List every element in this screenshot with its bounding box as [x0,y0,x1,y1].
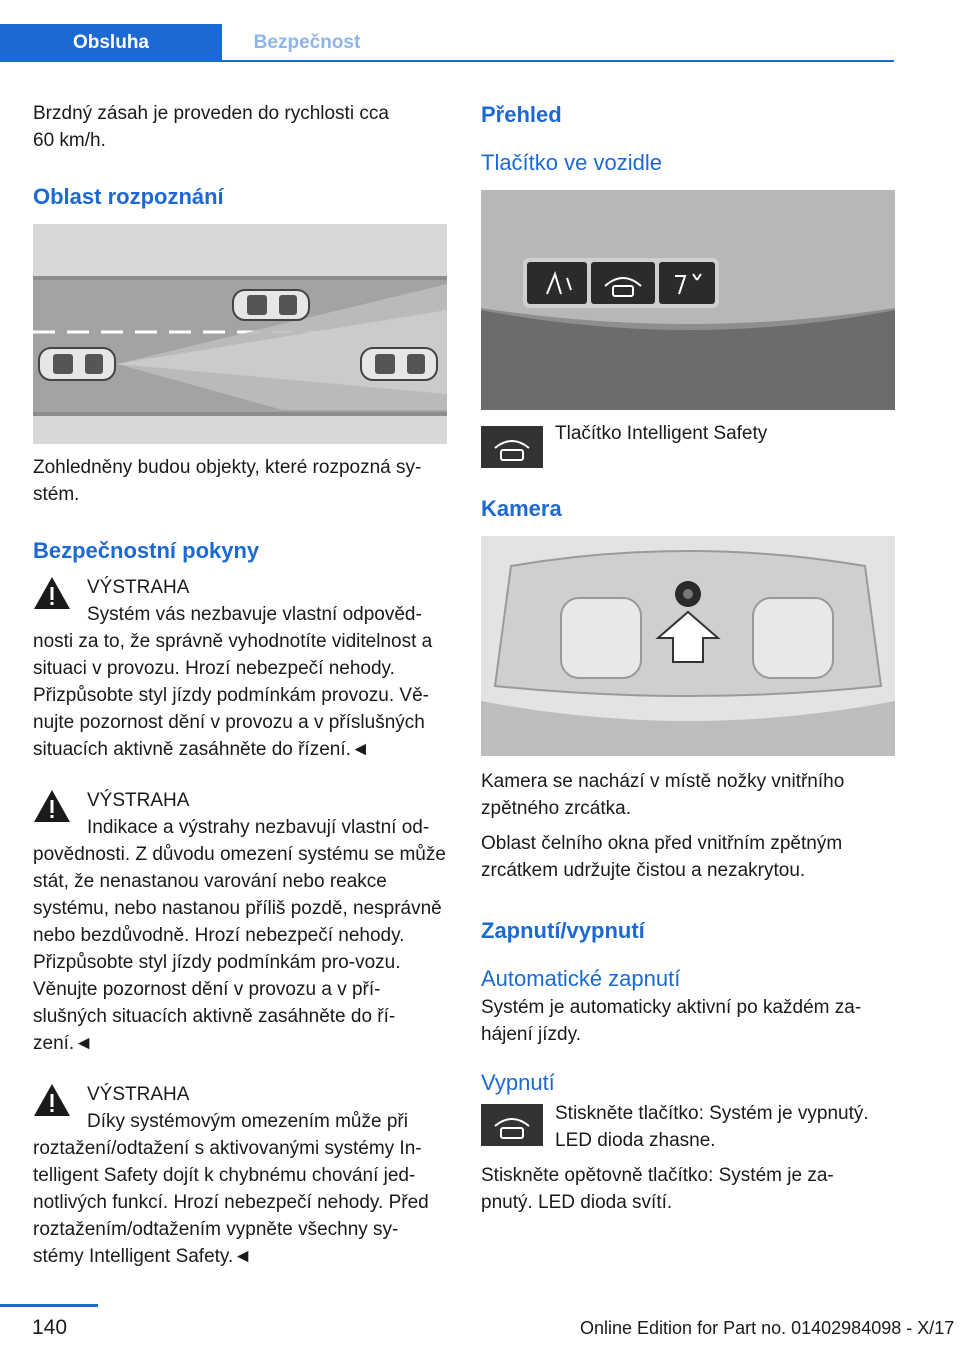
tab-bezpecnost[interactable]: Bezpečnost [253,32,361,53]
intelligent-safety-button-icon [481,1104,543,1146]
heading-overview: Přehled [481,102,562,127]
warning-triangle-icon [33,576,71,610]
heading-camera: Kamera [481,496,562,521]
warning-text: Indikace a výstrahy nezbavují vlastní od‐povědnosti. Z důvodu omezení systému se může stát, že nenastanou varování nebo reakce systému, nebo nastanou příliš pozdě, nesprávně nebo bezdůvodně. Hrozí nebezpečí nehody. Přizpůsobte styl jízdy podmínkám pro‐vozu. Věnujte pozornost dění v provozu a v pří‐slušných situacích aktivně zasáhněte do ří‐zení.◄ [33,817,446,1054]
edition-text: Online Edition for Part no. 01402984098 - X/17 [580,1318,955,1338]
warning-text: Díky systémovým omezením může při roztažení/odtažení s aktivovanými systémy In‐telligent Safety dojít k chybnému chování jed‐notlivých funkcí. Hrozí nebezpečí nehody. Před roztažením/odtažením vypněte všechny sy‐stémy Intelligent Safety.◄ [33,1111,429,1267]
warning-title: VÝSTRAHA [87,790,190,811]
detection-caption: Zohledněny budou objekty, které rozpozná sy‐stém. [33,457,422,505]
car-ahead-icon [481,1104,543,1146]
left-column [33,100,447,1270]
footer-rule [0,1304,98,1307]
windshield-camera-illustration [481,536,895,756]
auto-on-text: Systém je automaticky aktivní po každém za‐hájení jízdy. [481,997,862,1045]
heading-off: Vypnutí [481,1070,555,1095]
warning-triangle-icon [33,1083,71,1117]
right-column [481,100,895,1216]
on-again-text: Stiskněte opětovně tlačítko: Systém je za‐pnutý. LED dioda svítí. [481,1165,834,1213]
camera-photo [481,536,895,756]
heading-auto-on: Automatické zapnutí [481,966,681,991]
car-front [233,290,309,320]
header-bar [0,0,960,62]
button-panel-photo [481,190,895,410]
car-rear [39,348,115,380]
warning-block-2 [33,787,447,1057]
warning-title: VÝSTRAHA [87,577,190,598]
road-diagram [33,224,447,444]
page-number: 140 [32,1316,68,1339]
button-panel-illustration [481,190,895,410]
warning-triangle-icon [33,789,71,823]
car-own [361,348,437,380]
heading-button-in-vehicle: Tlačítko ve vozidle [481,150,662,175]
off-instruction-row [481,1104,895,1154]
detection-area-figure [33,224,447,444]
camera-text-2: Oblast čelního okna před vnitřním zpětným zrcátkem udržujte čistou a nezakrytou. [481,833,843,881]
warning-block-1 [33,574,447,763]
warning-title: VÝSTRAHA [87,1084,190,1105]
car-ahead-icon [481,426,543,468]
intelligent-safety-button-icon [481,426,543,468]
warning-text: Systém vás nezbavuje vlastní odpověd‐nosti za to, že správně vyhodnotíte viditelnost a situaci v provozu. Hrozí nebezpečí nehody. Přizpůsobte styl jízdy podmínkám provozu. Vě‐nujte pozornost dění v provozu a v příslušných situacích aktivně zasáhněte do řízení.◄ [33,604,433,760]
off-text: Stiskněte tlačítko: Systém je vypnutý. LED dioda zhasne. [555,1103,869,1151]
heading-on-off: Zapnutí/vypnutí [481,918,645,943]
tab-obsluha[interactable]: Obsluha [0,24,222,62]
heading-detection-area: Oblast rozpoznání [33,184,224,209]
camera-text-1: Kamera se nachází v místě nožky vnitřního zpětného zrcátka. [481,771,845,819]
heading-safety-notes: Bezpečnostní pokyny [33,538,260,563]
header-rule [222,60,894,62]
intro-text: Brzdný zásah je proveden do rychlosti cca 60 km/h. [33,103,389,151]
intelligent-safety-button-label: Tlačítko Intelligent Safety [555,423,768,444]
warning-block-3 [33,1081,447,1270]
intelligent-safety-button-row [481,423,895,468]
